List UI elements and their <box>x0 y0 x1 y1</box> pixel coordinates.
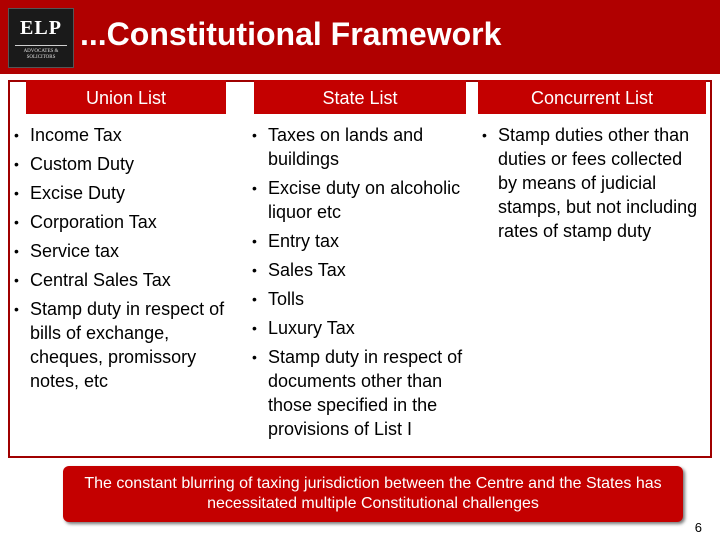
list-item: • Stamp duties other than duties or fees collected by means of judicial stamps, but not including rates of stamp duty <box>482 123 706 243</box>
list-item: • Excise Duty <box>14 181 242 205</box>
list-item: • Custom Duty <box>14 152 242 176</box>
list-item: • Stamp duty in respect of bills of exchange, cheques, promissory notes, etc <box>14 297 242 393</box>
logo-subtext: ADVOCATES & SOLICITORS <box>23 49 59 60</box>
concurrent-list <box>482 123 706 248</box>
list-item: • Tolls <box>252 287 470 311</box>
state-list <box>252 123 470 446</box>
list-item: • Luxury Tax <box>252 316 470 340</box>
conclusion-banner <box>63 466 683 522</box>
list-item: • Excise duty on alcoholic liquor etc <box>252 176 470 224</box>
column-heading-concurrent: Concurrent List <box>478 80 706 114</box>
banner-text: The constant blurring of taxing jurisdiction between the Centre and the States has necessitated multiple Constitutional challenges <box>84 475 662 512</box>
union-list <box>14 123 242 398</box>
list-item: • Sales Tax <box>252 258 470 282</box>
list-item: • Corporation Tax <box>14 210 242 234</box>
column-heading-state: State List <box>254 80 466 114</box>
list-item: • Taxes on lands and buildings <box>252 123 470 171</box>
column-heading-union: Union List <box>26 80 226 114</box>
logo-text: ELP <box>20 17 62 39</box>
list-item: • Entry tax <box>252 229 470 253</box>
logo-divider <box>15 45 67 46</box>
page-number: 6 <box>694 520 702 535</box>
header-bar <box>0 0 720 74</box>
list-item: • Central Sales Tax <box>14 268 242 292</box>
firm-logo <box>8 8 74 68</box>
list-item: • Service tax <box>14 239 242 263</box>
list-item: • Income Tax <box>14 123 242 147</box>
slide-title: ...Constitutional Framework <box>80 16 502 52</box>
list-item: • Stamp duty in respect of documents other than those specified in the provisions of List I <box>252 345 470 441</box>
